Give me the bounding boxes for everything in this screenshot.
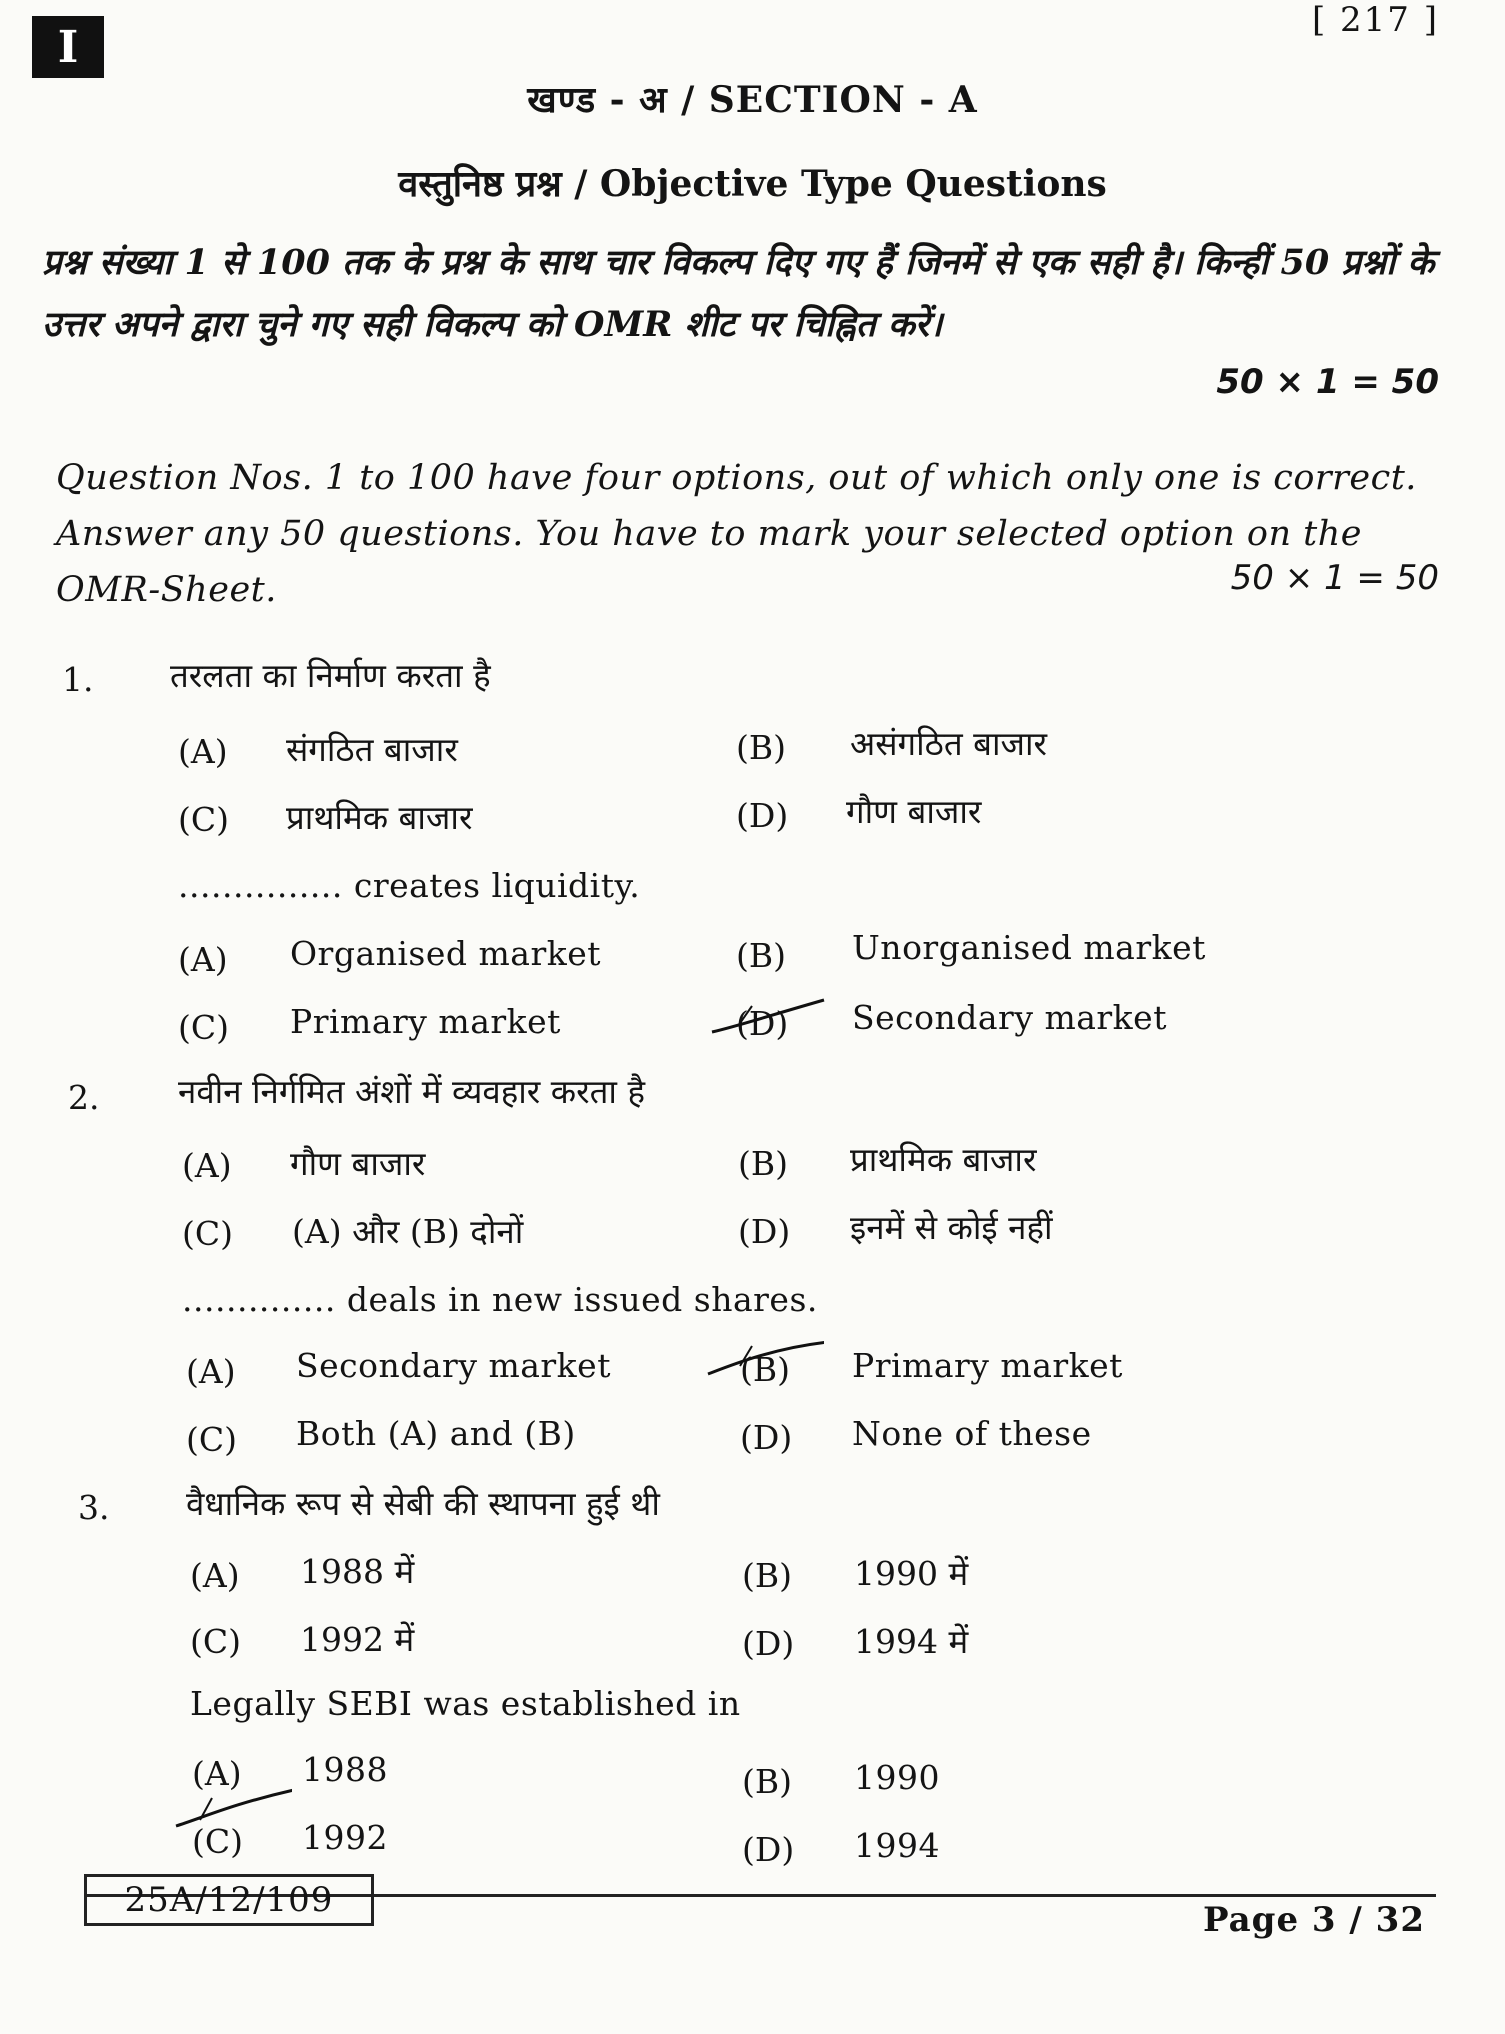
option-letter: (A)	[178, 732, 228, 771]
paper-code-box: 25A/12/109	[84, 1874, 374, 1926]
hindi-marks: 50 × 1 = 50	[1216, 362, 1439, 402]
option-text: असंगठित बाजार	[850, 724, 1048, 763]
option-letter: (B)	[740, 1350, 790, 1389]
option-letter: (D)	[742, 1624, 795, 1663]
question-text-english: .............. deals in new issued shares.	[182, 1280, 818, 1319]
option-letter: (C)	[186, 1420, 237, 1459]
option-text: 1990	[854, 1758, 940, 1797]
option-text: 1990 में	[854, 1554, 969, 1593]
option-letter: (D)	[742, 1830, 795, 1869]
option-text: संगठित बाजार	[286, 730, 458, 769]
pen-tick-mark	[704, 1338, 824, 1378]
option-text: गौण बाजार	[290, 1144, 426, 1183]
option-letter: (B)	[742, 1762, 792, 1801]
option-letter: (D)	[736, 796, 789, 835]
option-letter: (A)	[178, 940, 228, 979]
option-text: (A) और (B) दोनों	[292, 1212, 524, 1251]
page-code: [ 217 ]	[1311, 0, 1439, 40]
english-instructions: Question Nos. 1 to 100 have four options, out of which only one is correct. Answer any 50 questions. You have to mark your selected option on the OMR-Sheet.	[56, 458, 1417, 610]
option-letter: (B)	[736, 936, 786, 975]
option-letter: (D)	[738, 1212, 791, 1251]
option-text: प्राथमिक बाजार	[286, 798, 473, 837]
option-letter: (C)	[190, 1622, 241, 1661]
question-text-hindi: वैधानिक रूप से सेबी की स्थापना हुई थी	[186, 1484, 660, 1523]
option-letter: (A)	[192, 1754, 242, 1793]
option-text: इनमें से कोई नहीं	[850, 1208, 1053, 1247]
option-letter: (A)	[190, 1556, 240, 1595]
option-letter: (D)	[740, 1418, 793, 1457]
option-text: 1988	[302, 1750, 388, 1789]
hindi-instructions: प्रश्न संख्या 1 से 100 तक के प्रश्न के साथ चार विकल्प दिए गए हैं जिनमें से एक सही है। किन्हीं 50 प्रश्नों के उत्तर अपने द्वारा चुने गए सही विकल्प को OMR शीट पर चिह्नित करें।	[42, 242, 1435, 345]
section-title: खण्ड - अ / SECTION - A	[527, 79, 978, 121]
option-text: Primary market	[852, 1346, 1123, 1385]
option-letter: (C)	[178, 800, 229, 839]
option-letter: (C)	[178, 1008, 229, 1047]
option-text: Primary market	[290, 1002, 561, 1041]
option-letter: (A)	[186, 1352, 236, 1391]
option-letter: (A)	[182, 1146, 232, 1185]
option-text: Both (A) and (B)	[296, 1414, 576, 1453]
option-text: 1988 में	[300, 1552, 415, 1591]
option-letter: (B)	[742, 1556, 792, 1595]
question-text-english: ............... creates liquidity.	[178, 866, 641, 905]
pen-tick-mark	[708, 996, 828, 1036]
option-letter: (B)	[738, 1144, 788, 1183]
english-marks: 50 × 1 = 50	[1230, 558, 1439, 598]
page-number: Page 3 / 32	[1203, 1900, 1425, 1940]
option-letter: (C)	[182, 1214, 233, 1253]
question-text-hindi: तरलता का निर्माण करता है	[170, 656, 491, 695]
option-text: 1994 में	[854, 1622, 969, 1661]
option-text: गौण बाजार	[846, 792, 982, 831]
set-badge: I	[32, 16, 104, 78]
question-text-hindi: नवीन निर्गमित अंशों में व्यवहार करता है	[178, 1072, 645, 1111]
option-letter: (D)	[736, 1004, 789, 1043]
option-text: Secondary market	[296, 1346, 611, 1385]
option-text: None of these	[852, 1414, 1092, 1453]
option-letter: (C)	[192, 1822, 243, 1861]
option-text: Unorganised market	[852, 928, 1206, 967]
option-text: Organised market	[290, 934, 602, 973]
option-text: 1994	[854, 1826, 940, 1865]
option-text: Secondary market	[852, 998, 1167, 1037]
question-number: 3.	[78, 1488, 110, 1527]
option-text: 1992	[302, 1818, 388, 1857]
option-text: प्राथमिक बाजार	[850, 1140, 1037, 1179]
option-letter: (B)	[736, 728, 786, 767]
section-subtitle: वस्तुनिष्ठ प्रश्न / Objective Type Questions	[398, 163, 1107, 205]
question-number: 2.	[68, 1078, 100, 1117]
pen-tick-mark	[172, 1788, 292, 1828]
option-text: 1992 में	[300, 1620, 415, 1659]
question-text-english: Legally SEBI was established in	[190, 1684, 741, 1723]
question-number: 1.	[62, 660, 94, 699]
